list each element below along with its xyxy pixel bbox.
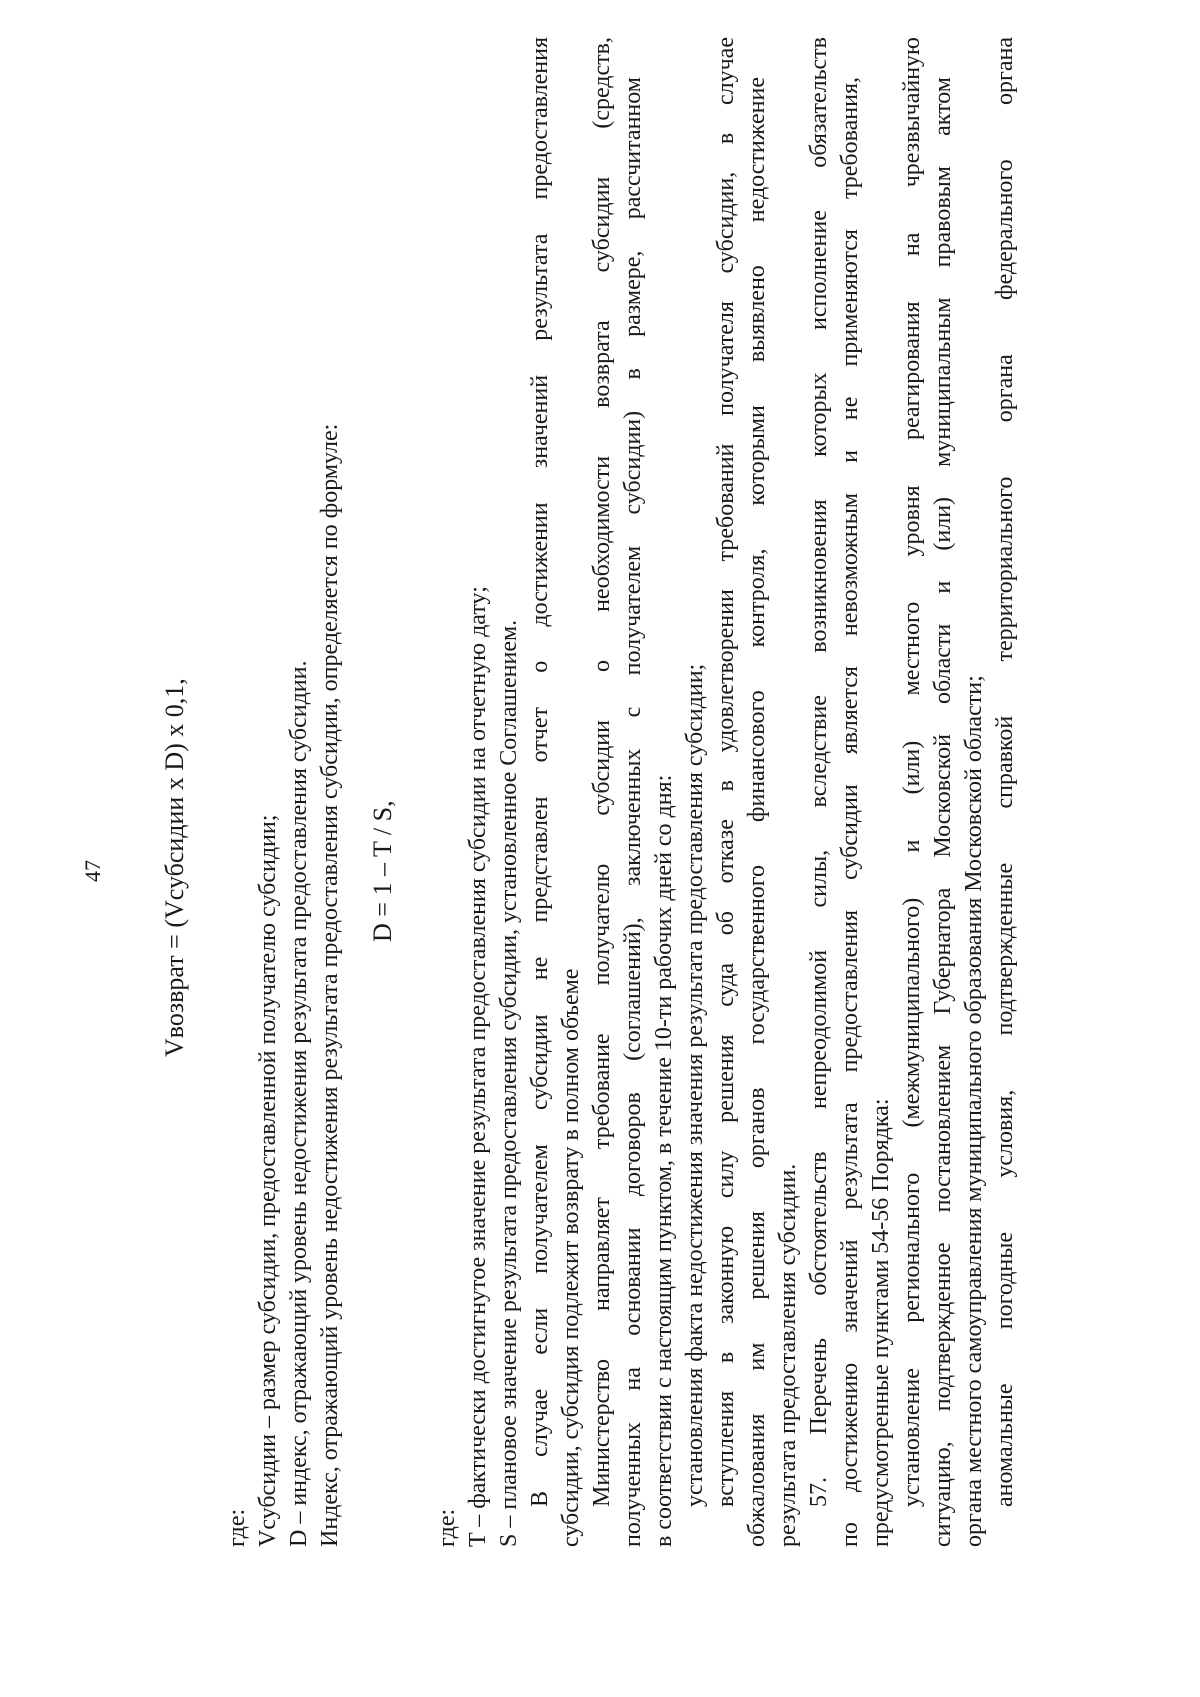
paragraph-line: по достижению значений результата предоставления субсидии является невозможным и не применяются требования, [837,77,863,1547]
paragraph-line: Министерство направляет требование получателю субсидии о необходимости возврата субсидии (средств, [589,37,615,1507]
where-label-2: где: [434,1508,460,1547]
definition-v-subsidy: Vсубсидии – размер субсидии, предоставленной получателю субсидии; [255,814,281,1547]
paragraph-line: ситуацию, подтвержденное постановлением Губернатора Московской области и (или) муниципальным правовым актом [930,77,956,1547]
paragraph-line: субсидии, субсидия подлежит возврату в полном объеме [558,968,584,1547]
definition-s-planned: S – плановое значение результата предоставления субсидии, установленное Соглашением. [496,619,522,1547]
paragraph-line: предусмотренные пунктами 54-56 Порядка: [868,1098,894,1547]
definition-t-actual: T – фактически достигнутое значение результата предоставления субсидии на отчетную дату; [465,586,491,1547]
paragraph-line: полученных на основании договоров (соглашений), заключенных с получателем субсидии) в размере, рассчитанном [620,77,646,1547]
paragraph-line: в соответствии с настоящим пунктом, в течение 10-ти рабочих дней со дня: [651,774,677,1547]
paragraph-line: вступления в законную силу решения суда об отказе в удовлетворении требований получателя субсидии, в случае [713,37,739,1507]
formula-refund-volume: Vвозврат = (Vсубсидии x D) x 0,1, [160,678,189,1057]
page-number: 47 [80,860,105,882]
paragraph-line: аномальные погодные условия, подтвержденные справкой территориального органа федерального органа [992,37,1018,1507]
paragraph-line: В случае если получателем субсидии не представлен отчет о достижении значений результата предоставления [527,37,553,1507]
formula-d-index: D = 1 – T / S, [368,800,397,942]
paragraph-line: 57. Перечень обстоятельств непреодолимой силы, вследствие возникновения которых исполнение обязательств [806,37,832,1507]
paragraph-line: установление регионального (межмуниципального) и (или) местного уровня реагирования на чрезвычайную [899,37,925,1507]
definition-d-index: D – индекс, отражающий уровень недостижения результата предоставления субсидии. [286,660,312,1547]
paragraph-line: установления факта недостижения значения результата предоставления субсидии; [682,663,708,1507]
paragraph-line: органа местного самоуправления муниципального образования Московской области; [961,675,987,1547]
definition-index-formula-intro: Индекс, отражающий уровень недостижения результата предоставления субсидии, определяется по формуле: [317,423,343,1547]
paragraph-line: обжалования им решения органов государственного финансового контроля, которыми выявлено недостижение [744,77,770,1547]
paragraph-line: результата предоставления субсидии. [775,1163,801,1547]
where-label-1: где: [224,1508,250,1547]
